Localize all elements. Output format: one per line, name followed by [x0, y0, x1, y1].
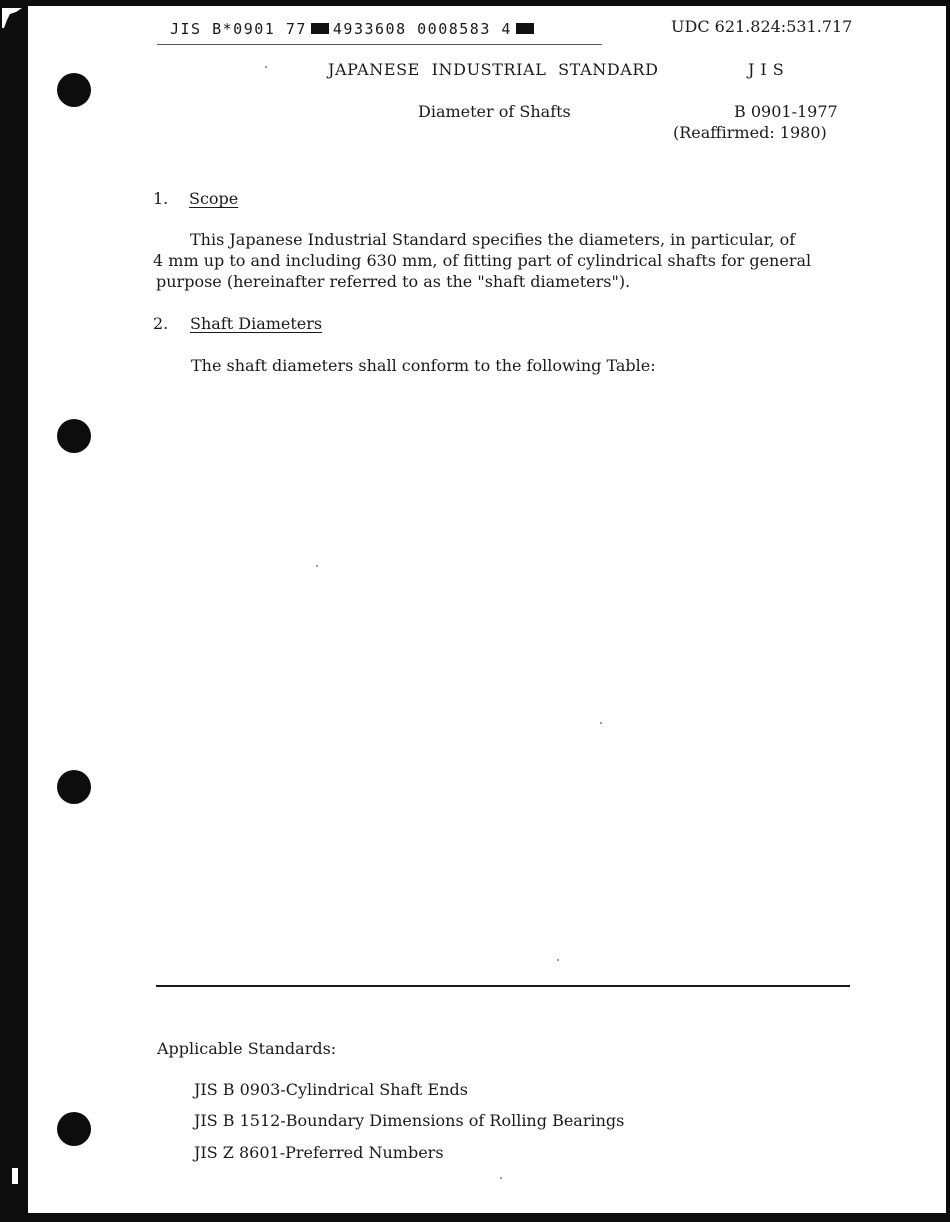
barcode-block	[311, 23, 329, 34]
binder-hole	[57, 1112, 91, 1146]
scan-speck	[600, 722, 602, 724]
paragraph-line: The shaft diameters shall conform to the following Table:	[191, 356, 656, 375]
applicable-standard-item: JIS Z 8601-Preferred Numbers	[194, 1143, 444, 1162]
section-number: 2.	[153, 314, 169, 333]
section-title-scope: Scope	[189, 189, 239, 208]
applicable-standard-item: JIS B 1512-Boundary Dimensions of Rolling Bearings	[194, 1111, 625, 1130]
applicable-standard-item: JIS B 0903-Cylindrical Shaft Ends	[194, 1080, 468, 1099]
scan-speck	[500, 1177, 502, 1179]
binder-hole	[57, 419, 91, 453]
scan-bottom-border	[0, 1213, 950, 1222]
barcode-rule	[157, 44, 602, 45]
scan-corner-mark	[2, 8, 22, 28]
binder-hole	[57, 770, 91, 804]
scan-right-border	[946, 0, 950, 1222]
scan-speck	[265, 66, 267, 68]
scan-edge-notch	[12, 1168, 18, 1184]
scan-left-border	[0, 0, 28, 1222]
footer-divider	[156, 985, 850, 987]
standard-name: JAPANESE INDUSTRIAL STANDARD	[328, 60, 659, 79]
scan-speck	[557, 959, 559, 961]
scope-paragraph	[153, 229, 883, 292]
jis-mark: JIS	[748, 60, 790, 79]
scan-speck	[316, 565, 318, 567]
paragraph-line: 4 mm up to and including 630 mm, of fitting part of cylindrical shafts for general	[153, 251, 812, 270]
barcode-block	[516, 23, 534, 34]
shaft-diameters-paragraph	[191, 355, 656, 376]
applicable-standards-heading: Applicable Standards:	[157, 1039, 337, 1058]
binder-hole	[57, 73, 91, 107]
barcode-number: 4933608 0008583 4	[332, 20, 512, 38]
paragraph-line: purpose (hereinafter referred to as the "shaft diameters").	[156, 272, 631, 291]
section-number: 1.	[153, 189, 169, 208]
barcode-prefix: JIS B*0901 77	[170, 20, 307, 38]
scan-top-border	[0, 0, 950, 6]
document-barcode-line	[170, 20, 538, 38]
standard-number: B 0901-1977	[734, 102, 838, 121]
section-title-shaft-diameters: Shaft Diameters	[190, 314, 323, 333]
paragraph-line: This Japanese Industrial Standard specifies the diameters, in particular, of	[190, 230, 796, 249]
reaffirmed-note: (Reaffirmed: 1980)	[673, 123, 827, 142]
document-title: Diameter of Shafts	[418, 102, 571, 121]
udc-code: UDC 621.824:531.717	[671, 17, 853, 36]
